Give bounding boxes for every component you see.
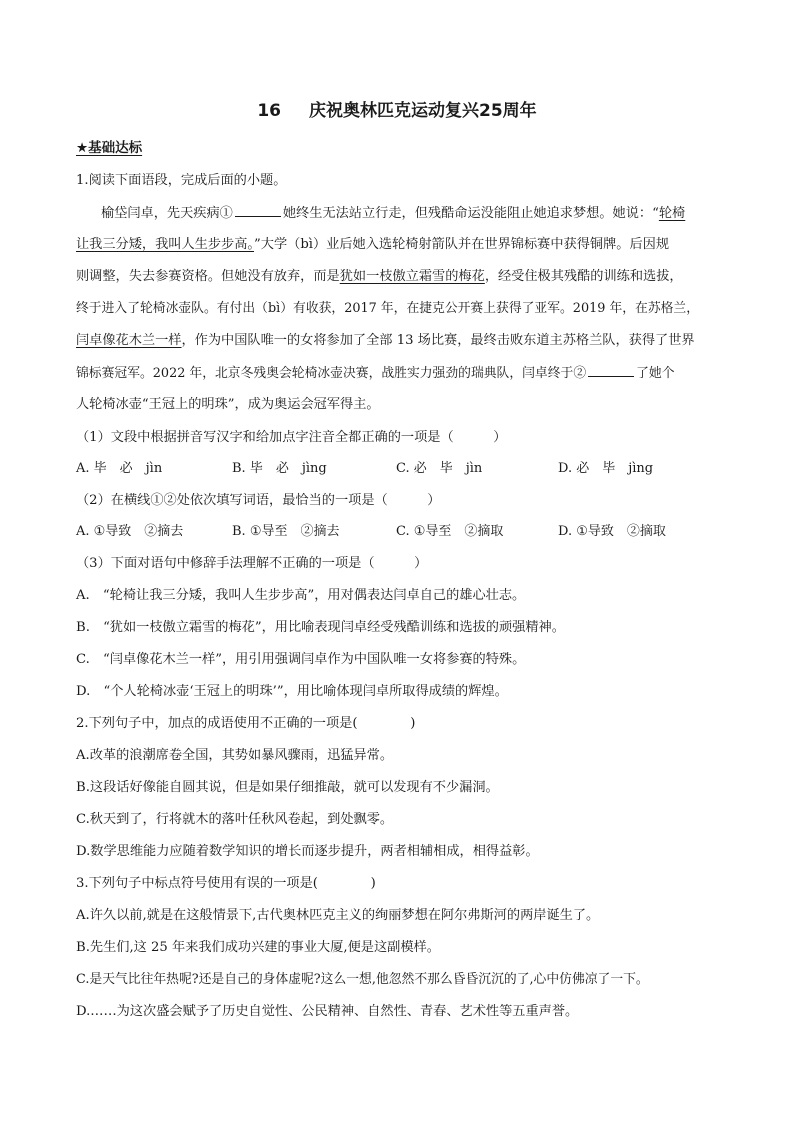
q3-stem: 3.下列句子中标点符号使用有误的一项是( ) bbox=[76, 876, 376, 891]
q1-sub3-option-a[interactable]: A. “轮椅让我三分矮，我叫人生步步高”，用对偶表达闫卓自己的雄心壮志。 bbox=[76, 588, 526, 603]
underlined-text: 让我三分矮，我叫人生步步高。 bbox=[76, 237, 255, 252]
q1-sub1-option-d[interactable]: D. 必 毕 jìng bbox=[558, 461, 654, 476]
q1-sub3-option-d[interactable]: D. “个人轮椅冰壶‘王冠上的明珠’”，用比喻体现闫卓所取得成绩的辉煌。 bbox=[76, 684, 508, 699]
q1-sub1-option-a[interactable]: A. 毕 必 jìn bbox=[76, 461, 163, 476]
q1-sub2-option-d[interactable]: D. ①导致 ②摘取 bbox=[558, 524, 666, 539]
passage-line-1 bbox=[101, 204, 685, 223]
underlined-text: 轮椅 bbox=[658, 206, 686, 221]
q1-sub1-stem: （1）文段中根据拼音写汉字和给加点字注音全都正确的一项是（ ） bbox=[76, 430, 507, 445]
underlined-text: 犹如一枝傲立霜雪的梅花 bbox=[339, 269, 485, 284]
q1-sub2-option-b[interactable]: B. ①导至 ②摘去 bbox=[232, 524, 340, 539]
passage-text: ，作为中国队唯一的女将参加了全部 13 场比赛，最终击败东道主苏格兰队，获得了世界 bbox=[181, 333, 695, 348]
page-title bbox=[0, 96, 794, 121]
blank-2 bbox=[588, 364, 634, 377]
passage-line-7: 人轮椅冰壶“王冠上的明珠”，成为奥运会冠军得主。 bbox=[76, 397, 380, 412]
lesson-title: 庆祝奥林匹克运动复兴25周年 bbox=[309, 101, 537, 121]
passage-text: 榆垈闫卓，先天疾病① bbox=[101, 206, 233, 221]
passage-text: 则调整，失去参赛资格。但她没有放弃，而是 bbox=[76, 269, 340, 284]
passage-text: ”大学（bì）业后她入选轮椅射箭队并在世界锦标赛中获得铜牌。后因规 bbox=[254, 237, 670, 252]
passage-line-2 bbox=[76, 236, 669, 254]
q2-option-c[interactable]: C.秋天到了，行将就木的落叶任秋风卷起，到处飘零。 bbox=[76, 812, 394, 827]
q1-sub3-option-b[interactable]: B. “犹如一枝傲立霜雪的梅花”，用比喻表现闫卓经受残酷训练和选拔的顽强精神。 bbox=[76, 620, 565, 635]
passage-text: 锦标赛冠军。2022 年，北京冬残奥会轮椅冰壶决赛，战胜实力强劲的瑞典队，闫卓终于② bbox=[76, 366, 587, 381]
q3-option-c[interactable]: C.是天气比往年热呢?还是自己的身体虚呢?这么一想,他忽然不那么昏昏沉沉的了,心中仿佛凉了一下。 bbox=[76, 972, 649, 987]
q1-sub1-option-b[interactable]: B. 毕 必 jìng bbox=[232, 461, 327, 476]
q1-sub2-option-c[interactable]: C. ①导至 ②摘取 bbox=[396, 524, 504, 539]
q1-stem: 1.阅读下面语段，完成后面的小题。 bbox=[76, 173, 287, 188]
blank-1 bbox=[235, 204, 281, 217]
passage-line-3 bbox=[76, 268, 683, 286]
q3-option-d[interactable]: D.……为这次盛会赋予了历史自觉性、公民精神、自然性、青春、艺术性等五重声誉。 bbox=[76, 1004, 579, 1019]
q2-stem: 2.下列句子中，加点的成语使用不正确的一项是( ) bbox=[76, 716, 416, 731]
q1-sub3-option-c[interactable]: C. “闫卓像花木兰一样”，用引用强调闫卓作为中国队唯一女将参赛的特殊。 bbox=[76, 652, 526, 667]
passage-text: ，经受住极其残酷的训练和选拔， bbox=[484, 269, 683, 284]
q3-option-b[interactable]: B.先生们,这 25 年来我们成功兴建的事业大厦,便是这副模样。 bbox=[76, 940, 440, 955]
q2-option-d[interactable]: D.数学思维能力应随着数学知识的增长而逐步提升，两者相辅相成，相得益彰。 bbox=[76, 844, 539, 859]
passage-text: 她终生无法站立行走，但残酷命运没能阻止她追求梦想。她说：“ bbox=[282, 206, 659, 221]
q2-option-b[interactable]: B.这段话好像能自圆其说，但是如果仔细推敲，就可以发现有不少漏洞。 bbox=[76, 780, 499, 795]
passage-text: 了她个 bbox=[636, 366, 675, 381]
q3-option-a[interactable]: A.许久以前,就是在这般情景下,古代奥林匹克主义的绚丽梦想在阿尔弗斯河的两岸诞生了。 bbox=[76, 908, 600, 923]
q1-sub2-stem: （2）在横线①②处依次填写词语，最恰当的一项是（ ） bbox=[76, 493, 441, 508]
section-label: ★基础达标 bbox=[76, 140, 143, 156]
passage-line-6 bbox=[76, 364, 675, 383]
lesson-number: 16 bbox=[257, 101, 281, 121]
q1-sub3-stem: （3）下面对语句中修辞手法理解不正确的一项是（ ） bbox=[76, 556, 428, 571]
q1-sub2-option-a[interactable]: A. ①导致 ②摘去 bbox=[76, 524, 184, 539]
passage-line-4: 终于进入了轮椅冰壶队。有付出（bì）有收获，2017 年，在捷克公开赛上获得了亚军。2019 年，在苏格兰， bbox=[76, 301, 700, 316]
q1-sub1-option-c[interactable]: C. 必 毕 jìn bbox=[396, 461, 483, 476]
passage-line-5 bbox=[76, 332, 695, 350]
underlined-text: 闫卓像花木兰一样 bbox=[76, 333, 182, 348]
q2-option-a[interactable]: A.改革的浪潮席卷全国，其势如暴风骤雨，迅猛异常。 bbox=[76, 748, 394, 763]
